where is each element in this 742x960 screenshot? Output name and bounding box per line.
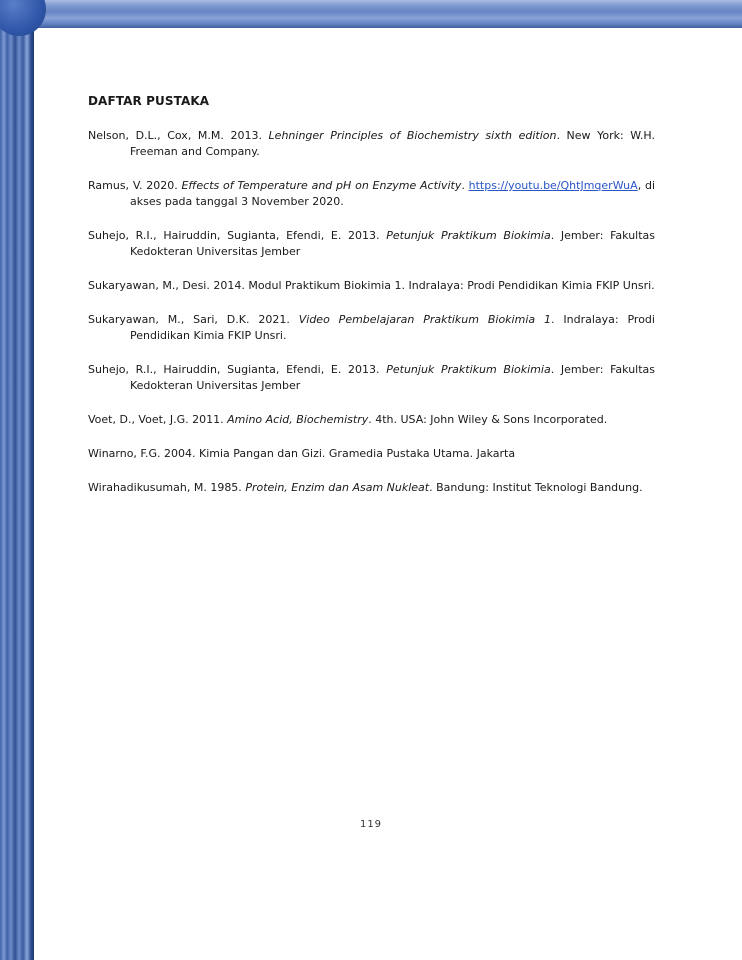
reference-item bbox=[88, 412, 655, 428]
reference-text: Winarno, F.G. 2004. Kimia Pangan dan Gizi. Gramedia Pustaka Utama. Jakarta bbox=[88, 447, 516, 460]
reference-text: . Jember: Fakultas Kedokteran Universitas Jember bbox=[130, 363, 656, 392]
reference-title: Petunjuk Praktikum Biokimia bbox=[386, 229, 551, 242]
corner-circle-decoration bbox=[0, 0, 46, 36]
reference-text: . 4th. USA: John Wiley & Sons Incorporated. bbox=[368, 413, 608, 426]
page-content bbox=[88, 94, 655, 514]
reference-text: Nelson, D.L., Cox, M.M. 2013. bbox=[88, 129, 269, 142]
reference-title: Lehninger Principles of Biochemistry sixth edition bbox=[268, 129, 557, 142]
reference-text: . Indralaya: Prodi Pendidikan Kimia FKIP Unsri. bbox=[130, 313, 655, 342]
reference-title: Protein, Enzim dan Asam Nukleat bbox=[245, 481, 430, 494]
reference-title: Amino Acid, Biochemistry bbox=[227, 413, 369, 426]
reference-text: Wirahadikusumah, M. 1985. bbox=[88, 481, 246, 494]
reference-item bbox=[88, 480, 655, 496]
page-number: 119 bbox=[359, 819, 383, 830]
reference-text: Suhejo, R.I., Hairuddin, Sugianta, Efendi, E. 2013. bbox=[88, 229, 387, 242]
reference-item bbox=[88, 128, 655, 160]
reference-item: Ramus, V. 2020. Effects of Temperature and pH on Enzyme Activity. https://youtu.be/QhtJmqerWuA, di akses pada tanggal 3 November 2020. bbox=[88, 179, 655, 208]
reference-text: di akses pada tanggal 3 November 2020. bbox=[130, 179, 655, 208]
reference-text: Voet, D., Voet, J.G. 2011. bbox=[88, 413, 228, 426]
reference-text: . New York: W.H. Freeman and Company. bbox=[130, 129, 655, 158]
top-decorative-bar bbox=[0, 0, 742, 28]
reference-text: Ramus, V. 2020. bbox=[88, 179, 182, 192]
reference-item bbox=[88, 362, 655, 394]
reference-list bbox=[88, 128, 655, 496]
reference-text: Sukaryawan, M., Desi. 2014. Modul Praktikum Biokimia 1. Indralaya: Prodi Pendidikan Kimia FKIP Unsri. bbox=[88, 279, 655, 292]
reference-item bbox=[88, 312, 655, 344]
reference-text: Suhejo, R.I., Hairuddin, Sugianta, Efendi, E. 2013. bbox=[88, 363, 387, 376]
reference-text: Sukaryawan, M., Sari, D.K. 2021. bbox=[88, 313, 299, 326]
reference-item bbox=[88, 446, 655, 462]
reference-item bbox=[88, 228, 655, 260]
bibliography-heading: DAFTAR PUSTAKA bbox=[88, 94, 210, 108]
reference-title: Video Pembelajaran Praktikum Biokimia 1 bbox=[298, 313, 551, 326]
reference-text: . Bandung: Institut Teknologi Bandung. bbox=[429, 481, 643, 494]
reference-title: Petunjuk Praktikum Biokimia bbox=[386, 363, 551, 376]
reference-text: . Jember: Fakultas Kedokteran Universitas Jember bbox=[130, 229, 656, 258]
left-decorative-bar bbox=[0, 0, 34, 960]
reference-title: Effects of Temperature and pH on Enzyme Activity bbox=[181, 179, 462, 192]
reference-link[interactable]: https://youtu.be/QhtJmqerWuA bbox=[468, 179, 638, 192]
reference-item bbox=[88, 278, 655, 294]
